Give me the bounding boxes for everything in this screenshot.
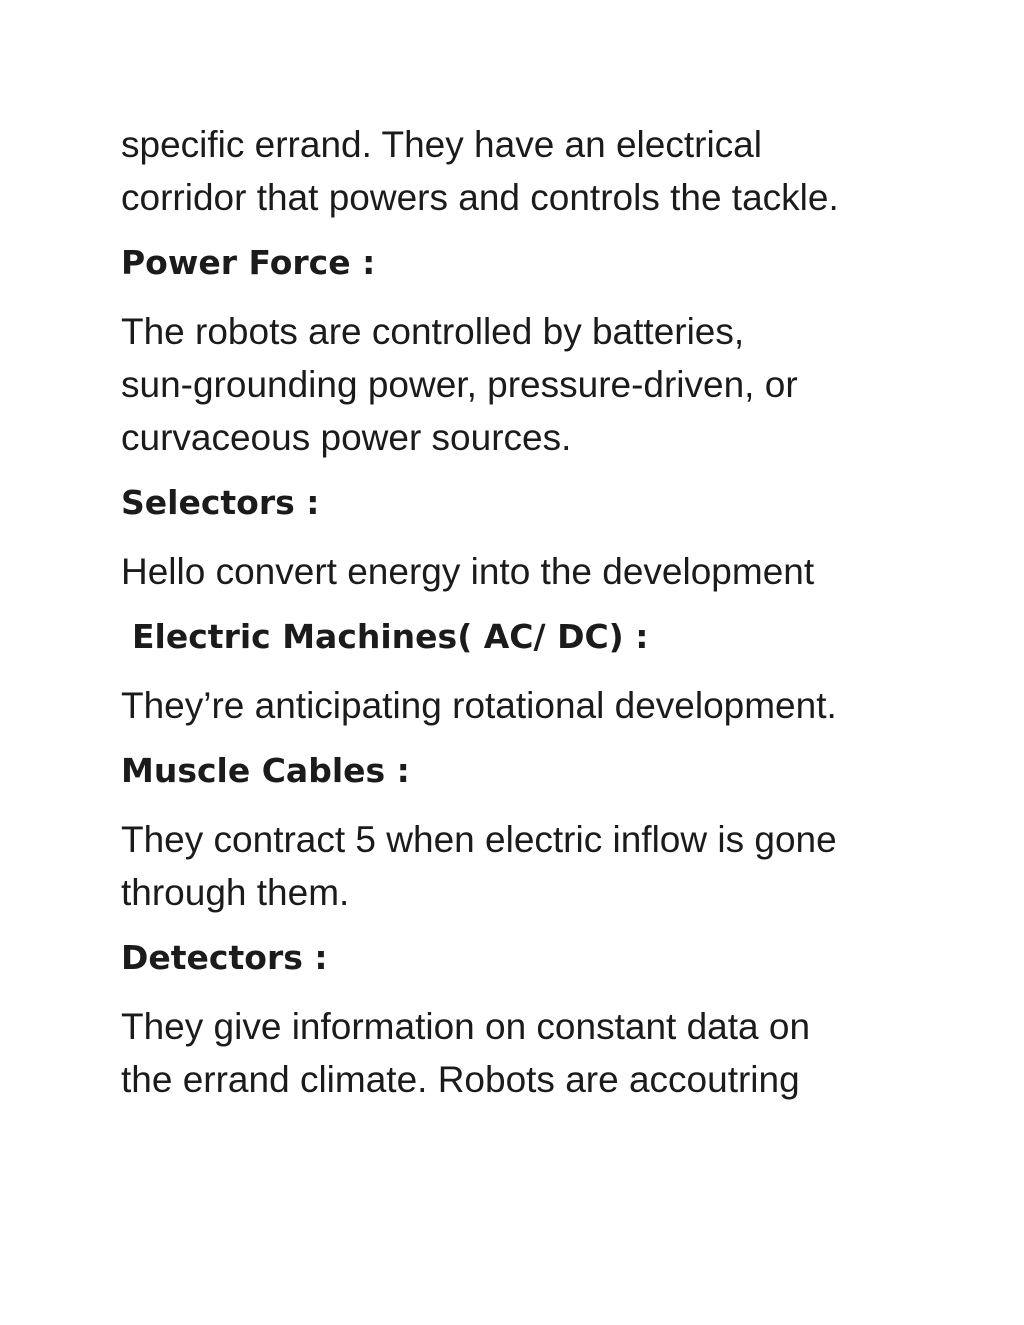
body-line: curvaceous power sources.: [121, 417, 572, 458]
section-heading-electric-machines: Electric Machines( AC/ DC) :: [132, 617, 649, 656]
section-body-selectors: [121, 545, 941, 598]
section-heading-selectors: Selectors :: [121, 483, 320, 522]
intro-line: corridor that powers and controls the tackle.: [121, 177, 839, 218]
section-body-electric-machines: [121, 679, 941, 732]
section-body-detectors: [121, 1000, 941, 1106]
body-line: They give information on constant data on: [121, 1006, 811, 1047]
intro-line: specific errand. They have an electrical: [121, 124, 762, 165]
document-page: [121, 118, 941, 1106]
body-line: Hello convert energy into the development: [121, 551, 815, 592]
section-body-muscle-cables: [121, 813, 941, 919]
intro-paragraph: [121, 118, 941, 224]
body-line: They’re anticipating rotational development.: [121, 685, 837, 726]
body-line: the errand climate. Robots are accoutring: [121, 1059, 800, 1100]
body-line: The robots are controlled by batteries,: [121, 311, 745, 352]
section-heading-power-force: Power Force :: [121, 243, 376, 282]
body-line: sun-grounding power, pressure-driven, or: [121, 364, 798, 405]
section-heading-muscle-cables: Muscle Cables :: [121, 751, 410, 790]
section-body-power-force: [121, 305, 941, 464]
body-line: They contract 5 when electric inflow is gone: [121, 819, 837, 860]
body-line: through them.: [121, 872, 350, 913]
section-heading-detectors: Detectors :: [121, 938, 328, 977]
